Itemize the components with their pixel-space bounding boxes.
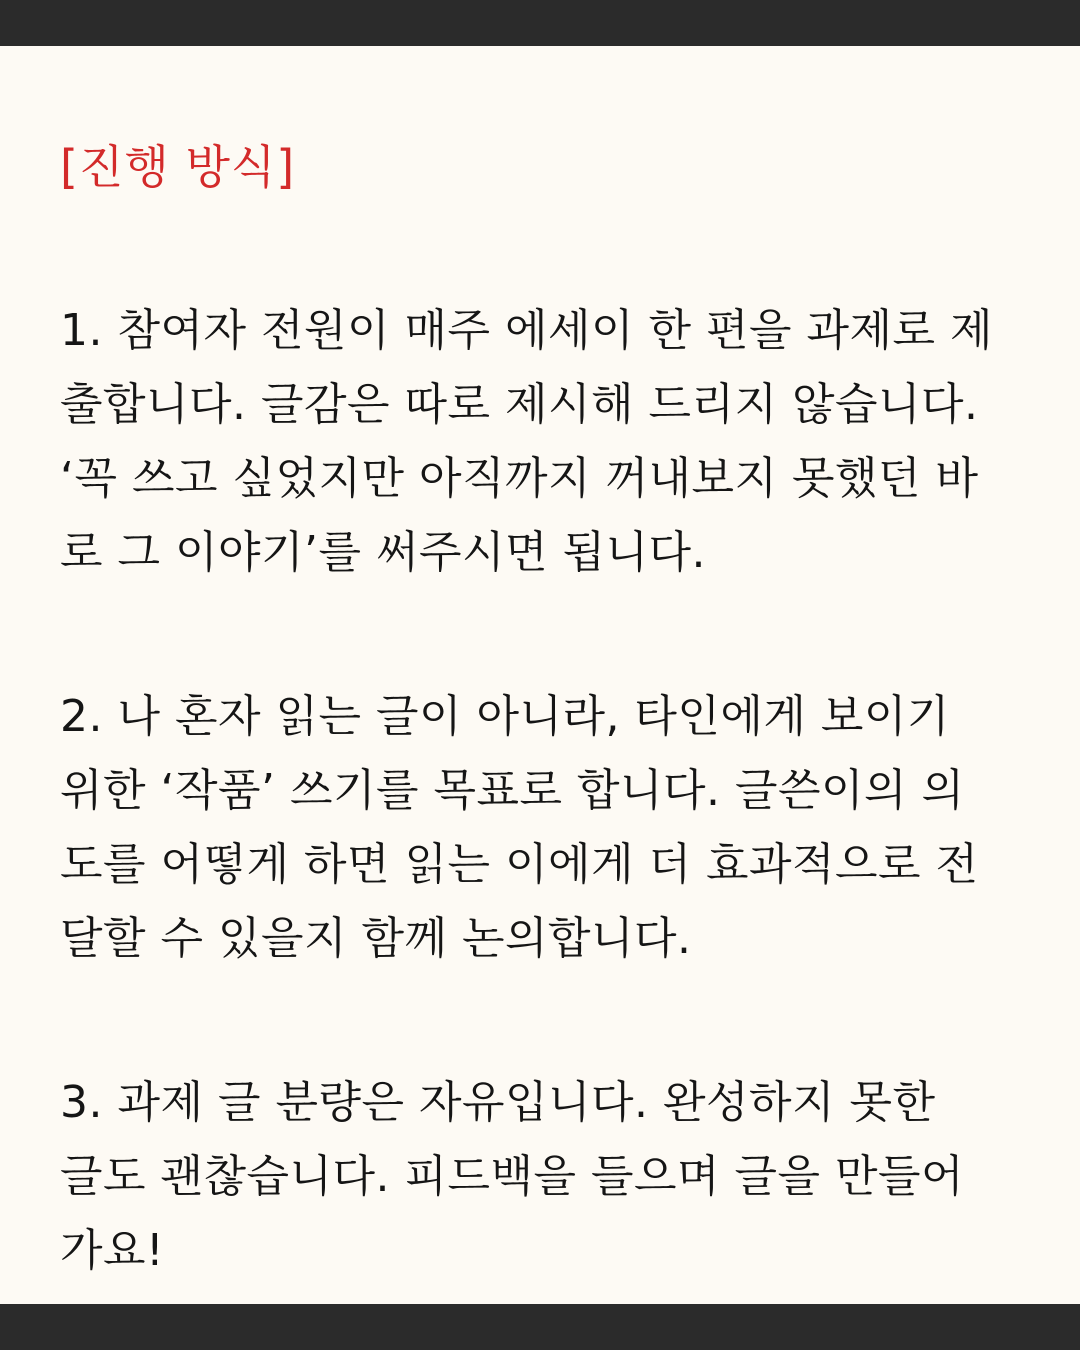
list-item-3 xyxy=(60,1066,1020,1288)
list-item-2-line-2: 위한 ‘작품’ 쓰기를 목표로 합니다. 글쓴이의 의 xyxy=(60,765,965,816)
list-item-1-line-1: 1. 참여자 전원이 매주 에세이 한 편을 과제로 제 xyxy=(60,305,993,356)
section-title: [진행 방식] xyxy=(60,140,296,194)
list-item-1-line-2: 출합니다. 글감은 따로 제시해 드리지 않습니다. xyxy=(60,379,979,430)
list-item-1-line-3: ‘꼭 쓰고 싶었지만 아직까지 꺼내보지 못했던 바 xyxy=(60,453,979,504)
list-item-3-line-3: 가요! xyxy=(60,1225,165,1276)
list-item-2-line-1: 2. 나 혼자 읽는 글이 아니라, 타인에게 보이기 xyxy=(60,691,950,742)
bottom-bar xyxy=(0,1304,1080,1350)
list-item-2-line-4: 달할 수 있을지 함께 논의합니다. xyxy=(60,913,692,964)
list-item-3-line-1: 3. 과제 글 분량은 자유입니다. 완성하지 못한 xyxy=(60,1077,936,1128)
content xyxy=(60,130,1020,1288)
list-item-2 xyxy=(60,680,1020,976)
top-bar xyxy=(0,0,1080,46)
list-item-2-line-3: 도를 어떻게 하면 읽는 이에게 더 효과적으로 전 xyxy=(60,839,979,890)
list-item-1-line-4: 로 그 이야기’를 써주시면 됩니다. xyxy=(60,527,706,578)
list-item-3-line-2: 글도 괜찮습니다. 피드백을 들으며 글을 만들어 xyxy=(60,1151,964,1202)
list-item-1 xyxy=(60,294,1020,590)
